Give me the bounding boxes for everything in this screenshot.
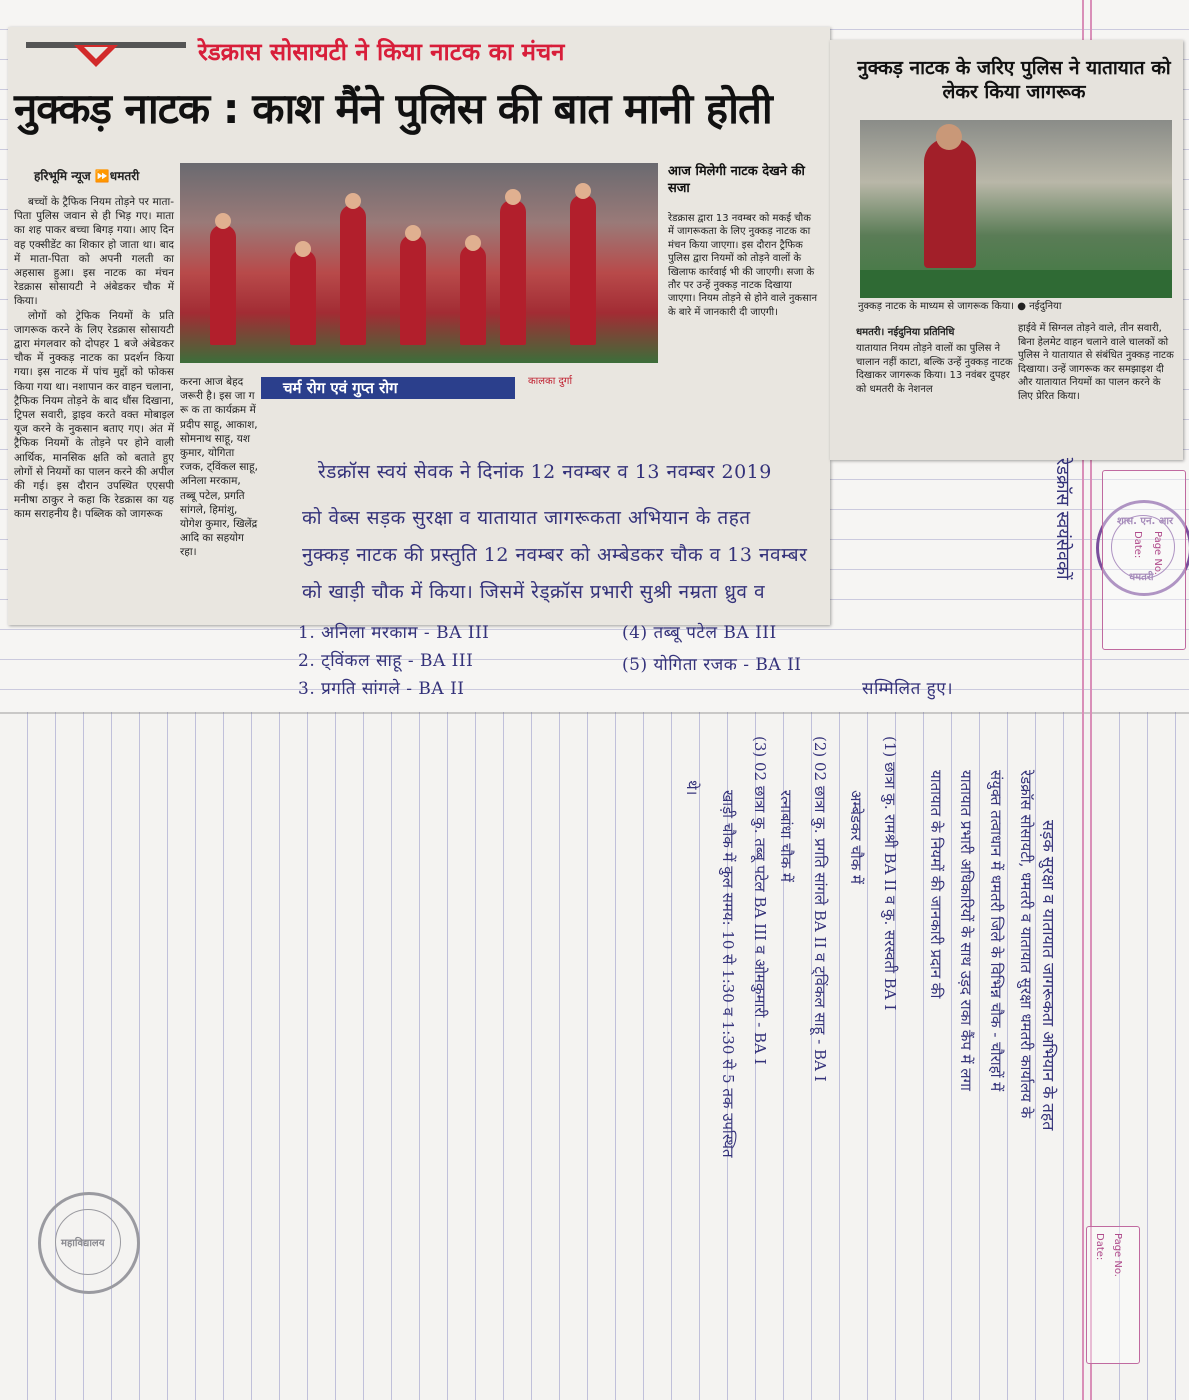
rotated-line: रेडक्रॉस सोसायटी, धमतरी व यातायात सुरक्षा धमतरी कार्यालय के: [1017, 770, 1035, 1119]
date-label: Date:: [1132, 531, 1143, 559]
performer-head: [465, 235, 481, 251]
ad-strip-small: कालका दुर्गा: [528, 376, 573, 387]
handwritten-line: को खाड़ी चौक में किया। जिसमें रेड्क्रॉस प्रभारी सुश्री नम्रता ध्रुव व: [302, 581, 766, 603]
member-entry: 3. प्रगति सांगले - BA II: [298, 679, 465, 699]
article-paragraph: बच्चों के ट्रैफिक नियम तोड़ने पर माता-पिता पुलिस जवान से ही भिड़ गए। माता का शह पाकर बच्चा बिगड़ गया। आए दिन वह एक्सीडेंट का शिकार हो जाता था। बाद में माता-पिता को अपनी गलती का अहसास हुआ। इस नाटक का मंचन रेडक्रास सोसायटी ने अंबेडकर चौक में किया।: [14, 196, 174, 308]
rotated-intro: सड़क सुरक्षा व यातायात जागरूकता अभियान के तहत: [1039, 820, 1058, 1131]
rotated-line: थे।: [683, 780, 701, 796]
ad-strip-title: चर्म रोग एवं गुप्त रोग: [261, 377, 515, 399]
rotated-line: (1) छात्रा कु. रामश्री BA II व कु. सरस्वती BA I: [881, 736, 899, 1011]
performer-head: [345, 193, 361, 209]
page-number-box: [1086, 1226, 1140, 1364]
performer-head: [936, 124, 962, 150]
page-number-box: [1102, 470, 1186, 650]
performer-figure: [500, 200, 526, 345]
stamp-text: शास. एन. आर: [1117, 516, 1174, 527]
performer-figure: [210, 225, 236, 345]
handwritten-line: नुक्कड़ नाटक की प्रस्तुति 12 नवम्बर को अम्बेडकर चौक व 13 नवम्बर: [302, 544, 808, 566]
handwritten-line: रेडक्रॉस स्वयं सेवक ने दिनांक 12 नवम्बर व 13 नवम्बर 2019: [318, 461, 772, 483]
performer-head: [405, 225, 421, 241]
clipping-headline: नुक्कड़ नाटक : काश मैंने पुलिस की बात मानी होती: [14, 84, 772, 133]
member-entry: (5) योगिता रजक - BA II: [622, 655, 802, 675]
rotated-line: यातायात प्रभारी अधिकारियों के साथ उड़द राका कैंप में लगा: [957, 770, 975, 1091]
handwritten-closing: सम्मिलित हुए।: [862, 679, 954, 699]
date-label: Date:: [1094, 1233, 1105, 1261]
article-paragraph: लोगों को ट्रेफिक नियमों के प्रति जागरूक करने के लिए रेडक्रास सोसायटी द्वारा मंगलवार को दोपहर 1 बजे अंबेडकर चौक में नुक्कड़ नाटक का प्रदर्शन किया गया। इस नाटक में पांच मुद्दों को फोकस किया गया था। नशापान कर वाहन चलाना, ट्रैफिक नियम तोड़ने के बाद धौंस दिखाना, ट्रिपल सवारी, ड्राइव करते वक्त मोबाइल यूज करने के नुकसान बताए गए। अंत में ट्रैफिक नियमों के तोड़ने पर होने वाली आर्थिक, मानसिक क्षति को बताते हुए लोगों से नियमों का पालन करने की अपील की गई। इस दौरान उपस्थित एएसपी मनीषा ठाकुर ने कहा कि रेडक्रास का यह काम सराहनीय है। पब्लिक को जागरूक: [14, 309, 174, 521]
performer-figure: [400, 235, 426, 345]
rotated-line: अम्बेडकर चौक में: [847, 790, 865, 885]
performer-figure: [460, 245, 486, 345]
street-play-photo: [180, 163, 658, 363]
page-label: Page No.: [1152, 531, 1163, 575]
rotated-line: खाड़ी चौक में कुल समय: 10 से 1:30 व 1:30 से 5 तक उपस्थित: [719, 790, 737, 1158]
performer-head: [295, 241, 311, 257]
performer-head: [215, 213, 231, 229]
performer-figure: [290, 250, 316, 345]
performer-figure: [340, 205, 366, 345]
stamp-text: धमतरी: [1129, 572, 1154, 583]
rotated-line: यातायात के नियमों की जानकारी प्रदान की: [927, 770, 945, 999]
page-label: Page No.: [1112, 1233, 1123, 1277]
performer-head: [505, 189, 521, 205]
police-play-photo: [860, 120, 1172, 298]
performer-head: [575, 183, 591, 199]
rotated-line: रत्नाबांधा चौक में: [777, 790, 795, 882]
photo-caption: नुक्कड़ नाटक के माध्यम से जागरूक किया। ● नईदुनिया: [858, 301, 1062, 312]
sidebox-text: रेडक्रास द्वारा 13 नवम्बर को मकई चौक में जागरूकता के लिए नुक्कड़ नाटक का मंचन किया जाएगा। इस दौरान ट्रैफिक पुलिस द्वारा नियमों को तोड़ने वालों के खिलाफ कार्रवाई भी की जाएगी। सजा के तौर पर उन्हें नुक्कड़ नाटक दिखाया जाएगा। नियम तोड़ने से होने वाले नुकसान के बारे में जानकारी दी जाएगी।: [668, 213, 818, 318]
rotated-heading: रेडक्रॉस स्वयंसेवकों: [1052, 458, 1073, 580]
rotated-line: (3) 02 छात्रा कु. तब्बू पटेल BA III व ओमकुमारी - BA I: [751, 736, 769, 1065]
page-fold: [0, 712, 1189, 714]
member-entry: 1. अनिला मरकाम - BA III: [298, 623, 490, 643]
article-column-2: करना आज बेहद जरूरी है। इस जा ग रू क ता कार्यक्रम में प्रदीप साहू, आकाश, सोमनाथ साहू, यश कुमार, योगिता रजक, ट्विंकल साहू, अनिला मरकाम, तब्बू पटेल, प्रगति सांगले, हिमांशु, योगेश कुमार, खिलेंद्र आदि का सहयोग रहा।: [180, 376, 258, 559]
rotated-line: (2) 02 छात्रा कु. प्रगति सांगले BA II व ट्विंकल साहू - BA I: [811, 736, 829, 1082]
clipping-byline: हरिभूमि न्यूज ⏩धमतरी: [34, 169, 140, 183]
newspaper-clipping-naidunia: [830, 40, 1183, 460]
member-entry: 2. ट्विंकल साहू - BA III: [298, 651, 474, 671]
faded-stamp: [38, 1192, 140, 1294]
stamp-text: महाविद्यालय: [61, 1238, 105, 1249]
newspaper-clipping-haribhoomi: [8, 27, 830, 625]
chevron-logo-icon: [74, 45, 118, 67]
article-column-1: [14, 195, 174, 522]
member-entry: (4) तब्बू पटेल BA III: [622, 623, 777, 643]
performer-figure: [570, 195, 596, 345]
article-column-1: यातायात नियम तोड़ने वालों का पुलिस ने चालान नहीं काटा, बल्कि उन्हें नुक्कड़ नाटक दिखाकर जागरूक किया। 13 नवंबर दुपहर को धमतरी के नेशनल: [856, 343, 1013, 395]
stage-floor: [860, 270, 1172, 298]
article-column-2: हाईवे में सिग्नल तोड़ने वाले, तीन सवारी, बिना हेलमेट वाहन चलाने वाले चालकों को पुलिस ने यातायात से संबंधित नुक्कड़ नाटक दिखाया। उन्हें जागरूक कर समझाइश दी और यातायात नियमों का पालन करने के लिए प्रेरित किया।: [1018, 323, 1174, 402]
sidebox-title: आज मिलेगी नाटक देखने की सजा: [668, 164, 805, 196]
clipping-byline: धमतरी। नईदुनिया प्रतिनिधि: [856, 327, 955, 338]
clipping-kicker: रेडक्रास सोसायटी ने किया नाटक का मंचन: [198, 38, 565, 66]
performer-figure: [924, 138, 976, 268]
clipping-headline: नुक्कड़ नाटक के जरिए पुलिस ने यातायात को लेकर किया जागरूक: [857, 57, 1171, 103]
rotated-line: संयुक्त तत्वाधान में धमतरी जिले के विभिन्न चौक - चौराहों में: [987, 770, 1005, 1092]
handwritten-line: को वेब्स सड़क सुरक्षा व यातायात जागरूकता अभियान के तहत: [302, 507, 751, 529]
